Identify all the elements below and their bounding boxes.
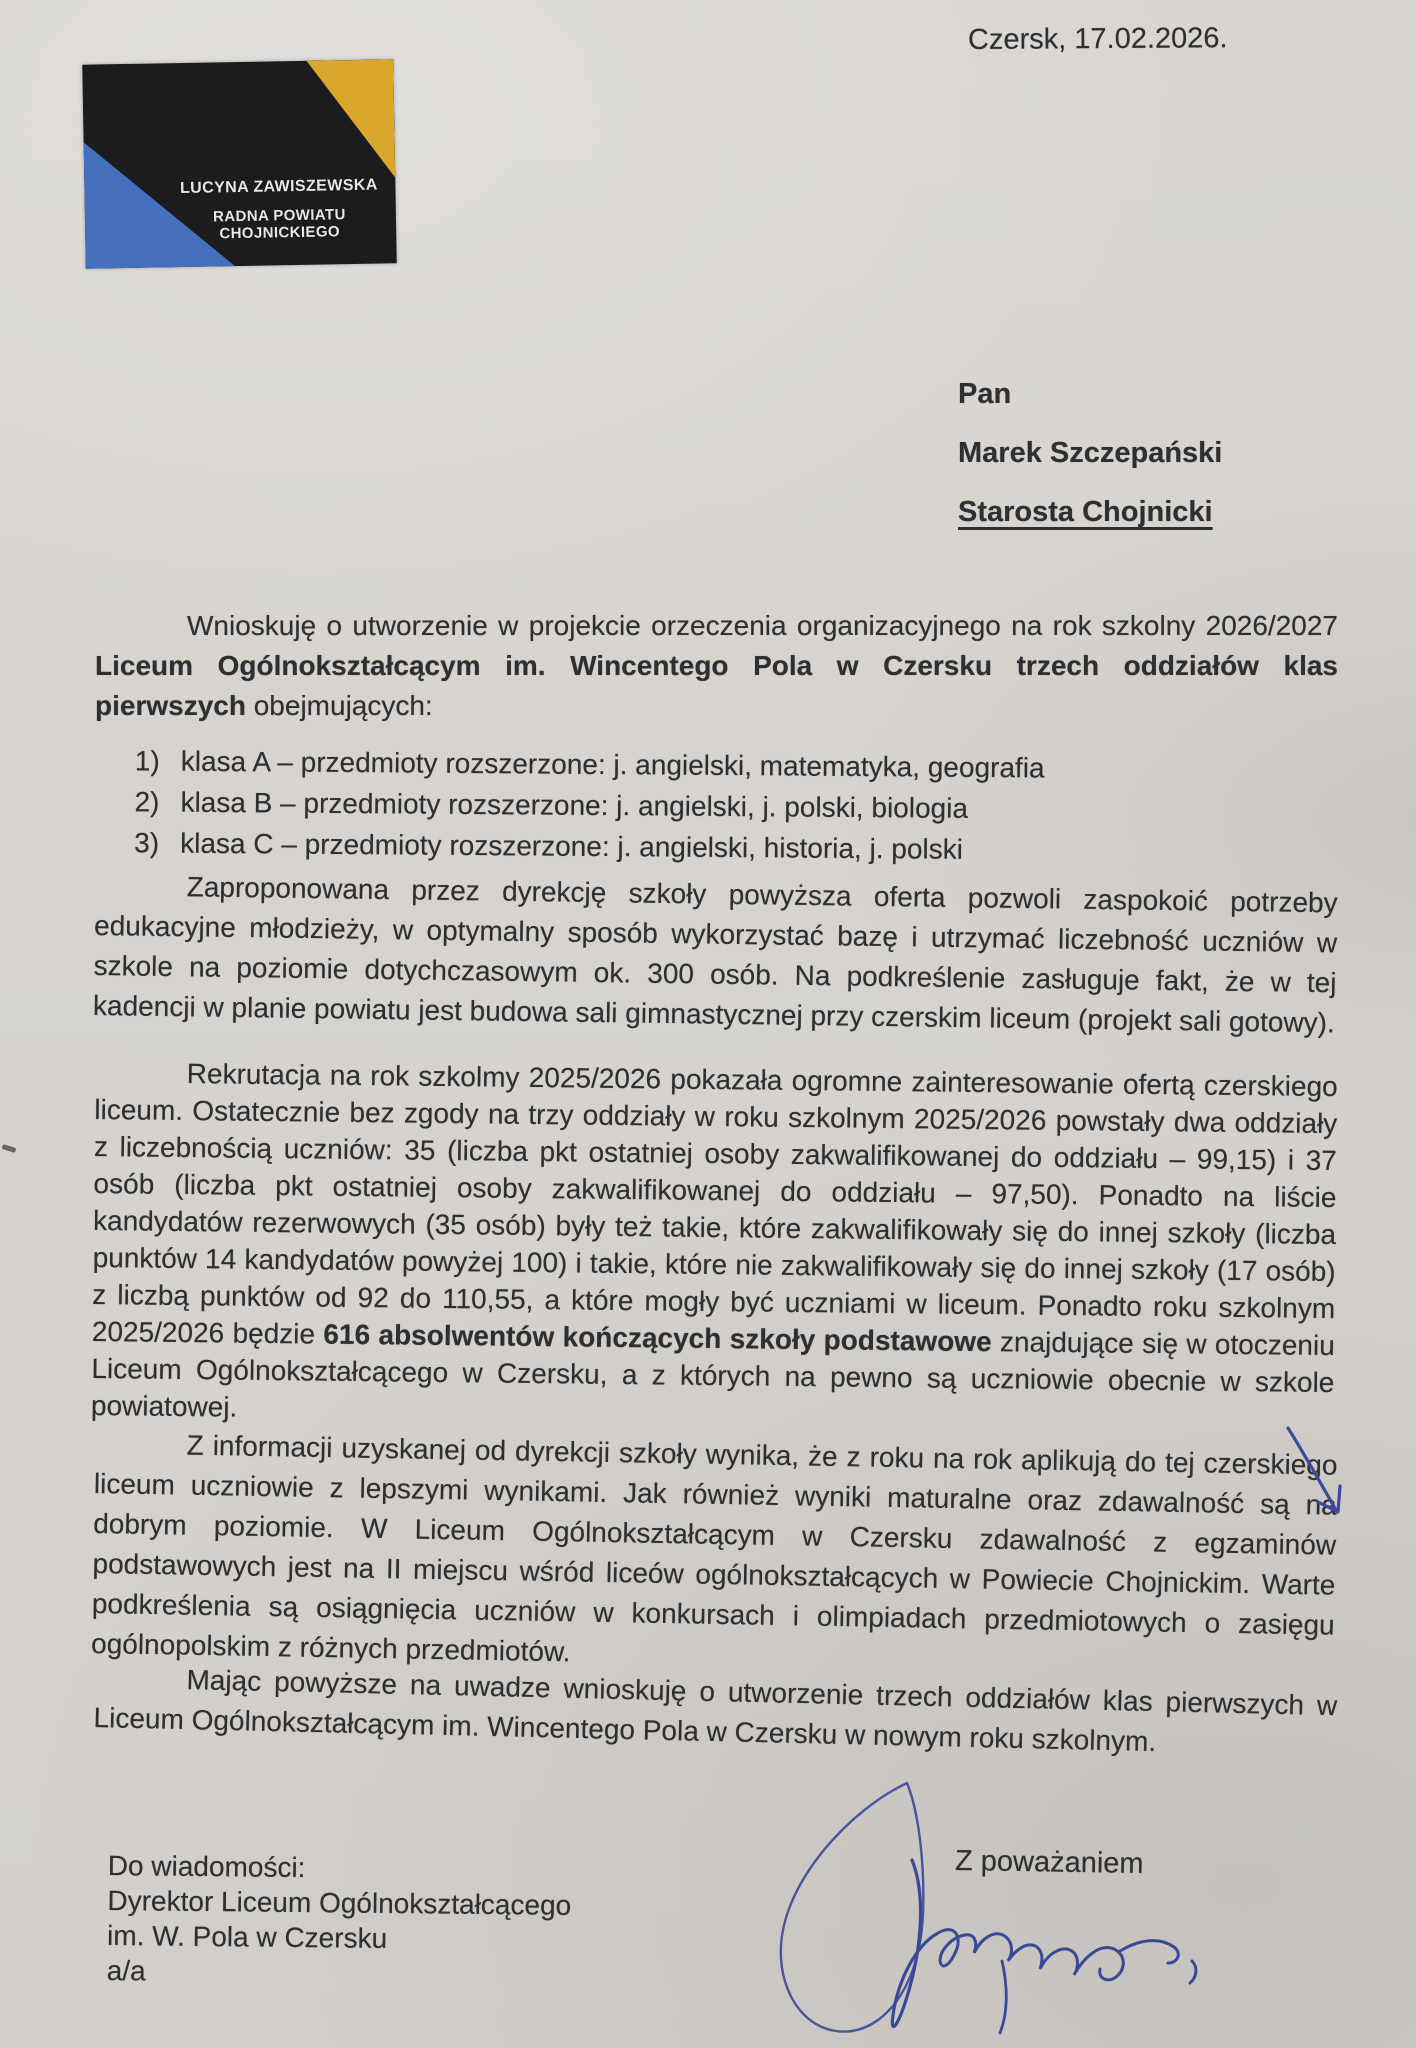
logo-yellow-triangle-icon [287, 59, 395, 179]
list-item-number: 3) [134, 827, 160, 859]
pen-arrow-annotation [1272, 1420, 1416, 1530]
signature-descender [1000, 1961, 1006, 2033]
paragraph-conclusion: Mając powyższe na uwadze wnioskuję o utworzenie trzech oddziałów klas pierwszych w Liceum Ogólnokształcącym im. Wincentego Pola w Czersku w nowym roku szkolnym. [93, 1664, 1338, 1758]
recipient-title: Starosta Chojnicki [958, 496, 1213, 528]
paragraph-recruitment-run: Rekrutacja na rok szkolmy 2025/2026 pokazała ogromne zainteresowanie ofertą czerskiego liceum. Ostatecznie bez zgody na trzy oddziały w roku szkolnym 2025/2026 powstały dwa oddziały z liczebnością uczniów: 35 (liczba pkt ostatniej osoby zakwalifikowanej do oddziału – 99,15) i 37 osób (liczba pkt ostatniej osoby zakwalifikowanej do oddziału – 97,50). Ponadto na liście kandydatów rezerwowych (35 osób) były też takie, które zakwalifikowały się do innej szkoły (liczba punktów 14 kandydatów powyżej 100) i takie, które nie zakwalifikowały się do innej szkoły (17 osób) z liczbą punktów od 92 do 110,55, a które mogły być uczniami w liceum. Ponadto roku szkolnym 2025/2026 będzie [91, 1058, 1338, 1350]
signature-letters [938, 1930, 1123, 1980]
signature-comma [1190, 1961, 1196, 1983]
class-list [94, 740, 1338, 873]
logo-person-title: RADNA POWIATU CHOJNICKIEGO [212, 206, 346, 243]
signature-initial [892, 1860, 938, 2027]
list-item-number: 2) [134, 786, 160, 818]
paragraph-results: Z informacji uzyskanej od dyrekcji szkoły wynika, że z roku na rok aplikują do tej czerskiego liceum uczniowie z lepszymi wynikami. Jak również wyniki maturalne oraz zdawalność są na dobrym poziomie. W Liceum Ogólnokształcącym w Czersku zdawalność z egzaminów podstawowych jest na II miejscu wśród liceów ogólnokształcących w Powiecie Chojnickim. Warte podkreślenia są osiągnięcia uczniów w konkursach i olimpiadach przedmiotowych o zasięgu ogólnopolskim z różnych przedmiotów. [90, 1429, 1338, 1668]
recipient-salutation: Pan [958, 378, 1012, 410]
list-item-text: klasa C – przedmioty rozszerzone: j. angielski, historia, j. polski [180, 827, 964, 865]
cc-recipient: im. W. Pola w Czersku [106, 1919, 388, 1954]
logo-text [166, 176, 392, 243]
list-item [94, 822, 1337, 873]
cc-recipient: Dyrektor Liceum Ogólnokształcącego [107, 1884, 572, 1921]
signature-flourish [1120, 1941, 1178, 1963]
logo-person-name: LUCYNA ZAWISZEWSKA [179, 176, 378, 198]
signature-ink [560, 1765, 1260, 2048]
recipient-name: Marek Szczepański [958, 437, 1223, 469]
cc-file-note: a/a [106, 1954, 146, 1987]
paragraph-intro [95, 606, 1338, 726]
valediction: Z poważaniem [954, 1845, 1144, 1880]
cc-heading: Do wiadomości: [107, 1849, 306, 1884]
signature-loop [781, 1783, 924, 2032]
paragraph-recruitment [91, 1054, 1338, 1438]
paragraph-offer: Zaproponowana przez dyrekcję szkoły powyższa oferta pozwoli zaspokoić potrzeby edukacyjne młodzieży, w optymalny sposób wykorzystać bazę i utrzymać liczebność uczniów w szkole na poziomie dotychczasowym ok. 300 osób. Na podkreślenie zasługuje fakt, że w tej kadencji w planie powiatu jest budowa sali gimnastycznej przy czerskim liceum (projekt sali gotowy). [92, 871, 1338, 1039]
paragraph-intro-run: Wnioskuję o utworzenie w projekcie orzeczenia organizacyjnego na rok szkolny 2026/2027 [187, 610, 1338, 641]
list-item-number: 1) [134, 745, 160, 777]
list-item-text: klasa B – przedmioty rozszerzone: j. angielski, j. polski, biologia [180, 786, 969, 824]
council-member-logo [82, 59, 397, 268]
recipient-block [958, 378, 1222, 555]
cc-block [107, 1848, 572, 1993]
list-item-text: klasa A – przedmioty rozszerzone: j. angielski, matematyka, geografia [180, 745, 1045, 784]
paragraph-intro-run: obejmujących: [245, 690, 433, 721]
paragraph-recruitment-run: znajdujące się w otoczeniu Liceum Ogólnokształcącego w Czersku, a z których na pewno są uczniowie obecnie w szkole powiatowej. [90, 1326, 1335, 1423]
paragraph-intro-run-bold: Liceum Ogólnokształcącym im. Wincentego Pola w Czersku trzech oddziałów klas pierwszych [95, 650, 1338, 721]
paragraph-recruitment-run-bold: 616 absolwentów kończących szkoły podstawowe [323, 1318, 992, 1358]
scan-artifact [2, 1144, 17, 1153]
date-line: Czersk, 17.02.2026. [967, 22, 1228, 56]
pen-arrow-shaft [1288, 1428, 1336, 1510]
